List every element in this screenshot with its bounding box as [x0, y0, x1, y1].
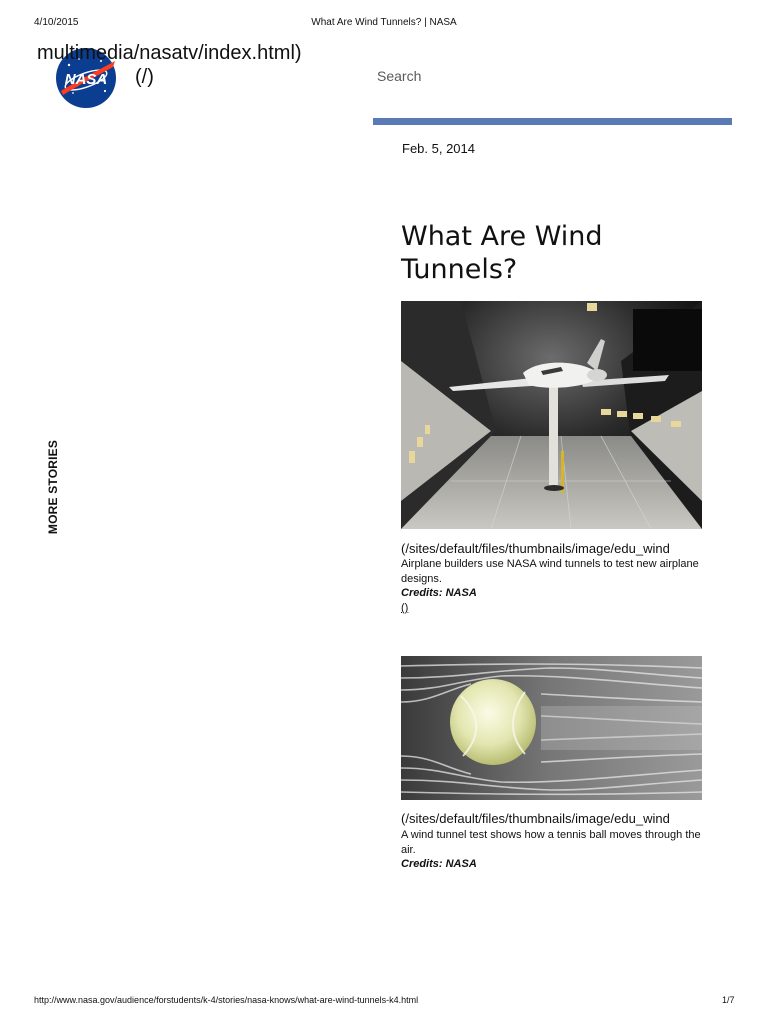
image-credits: Credits: NASA	[401, 587, 477, 599]
page-number: 1/7	[722, 995, 735, 1005]
article-title: What Are Wind Tunnels?	[401, 221, 603, 285]
home-link[interactable]: (/)	[135, 66, 154, 88]
image-path-link[interactable]: (/sites/default/files/thumbnails/image/edu_wind	[401, 541, 670, 556]
image-path-link[interactable]: (/sites/default/files/thumbnails/image/edu_wind	[401, 811, 670, 826]
multimedia-link[interactable]: multimedia/nasatv/index.html)	[37, 42, 302, 64]
nasa-logo-text: NASA	[64, 71, 108, 88]
empty-link[interactable]: ()	[401, 602, 409, 614]
image-caption: A wind tunnel test shows how a tennis ball moves through the air.	[401, 829, 701, 856]
print-date: 4/10/2015	[34, 17, 79, 28]
article-date: Feb. 5, 2014	[402, 141, 475, 156]
tennis-ball-smoke-test-photo[interactable]	[401, 656, 702, 800]
search-input[interactable]: Search	[377, 68, 422, 84]
more-stories-tab[interactable]: MORE STORIES	[46, 439, 60, 535]
print-footer-url: http://www.nasa.gov/audience/forstudents/k-4/stories/nasa-knows/what-are-wind-tunnels-k4.html	[34, 995, 419, 1005]
image-caption: Airplane builders use NASA wind tunnels to test new airplane designs.	[401, 558, 699, 585]
airplane-model-in-wind-tunnel-photo[interactable]	[401, 301, 702, 529]
image-credits: Credits: NASA	[401, 858, 477, 870]
accent-bar	[373, 118, 732, 125]
print-page-title: What Are Wind Tunnels? | NASA	[311, 17, 457, 28]
